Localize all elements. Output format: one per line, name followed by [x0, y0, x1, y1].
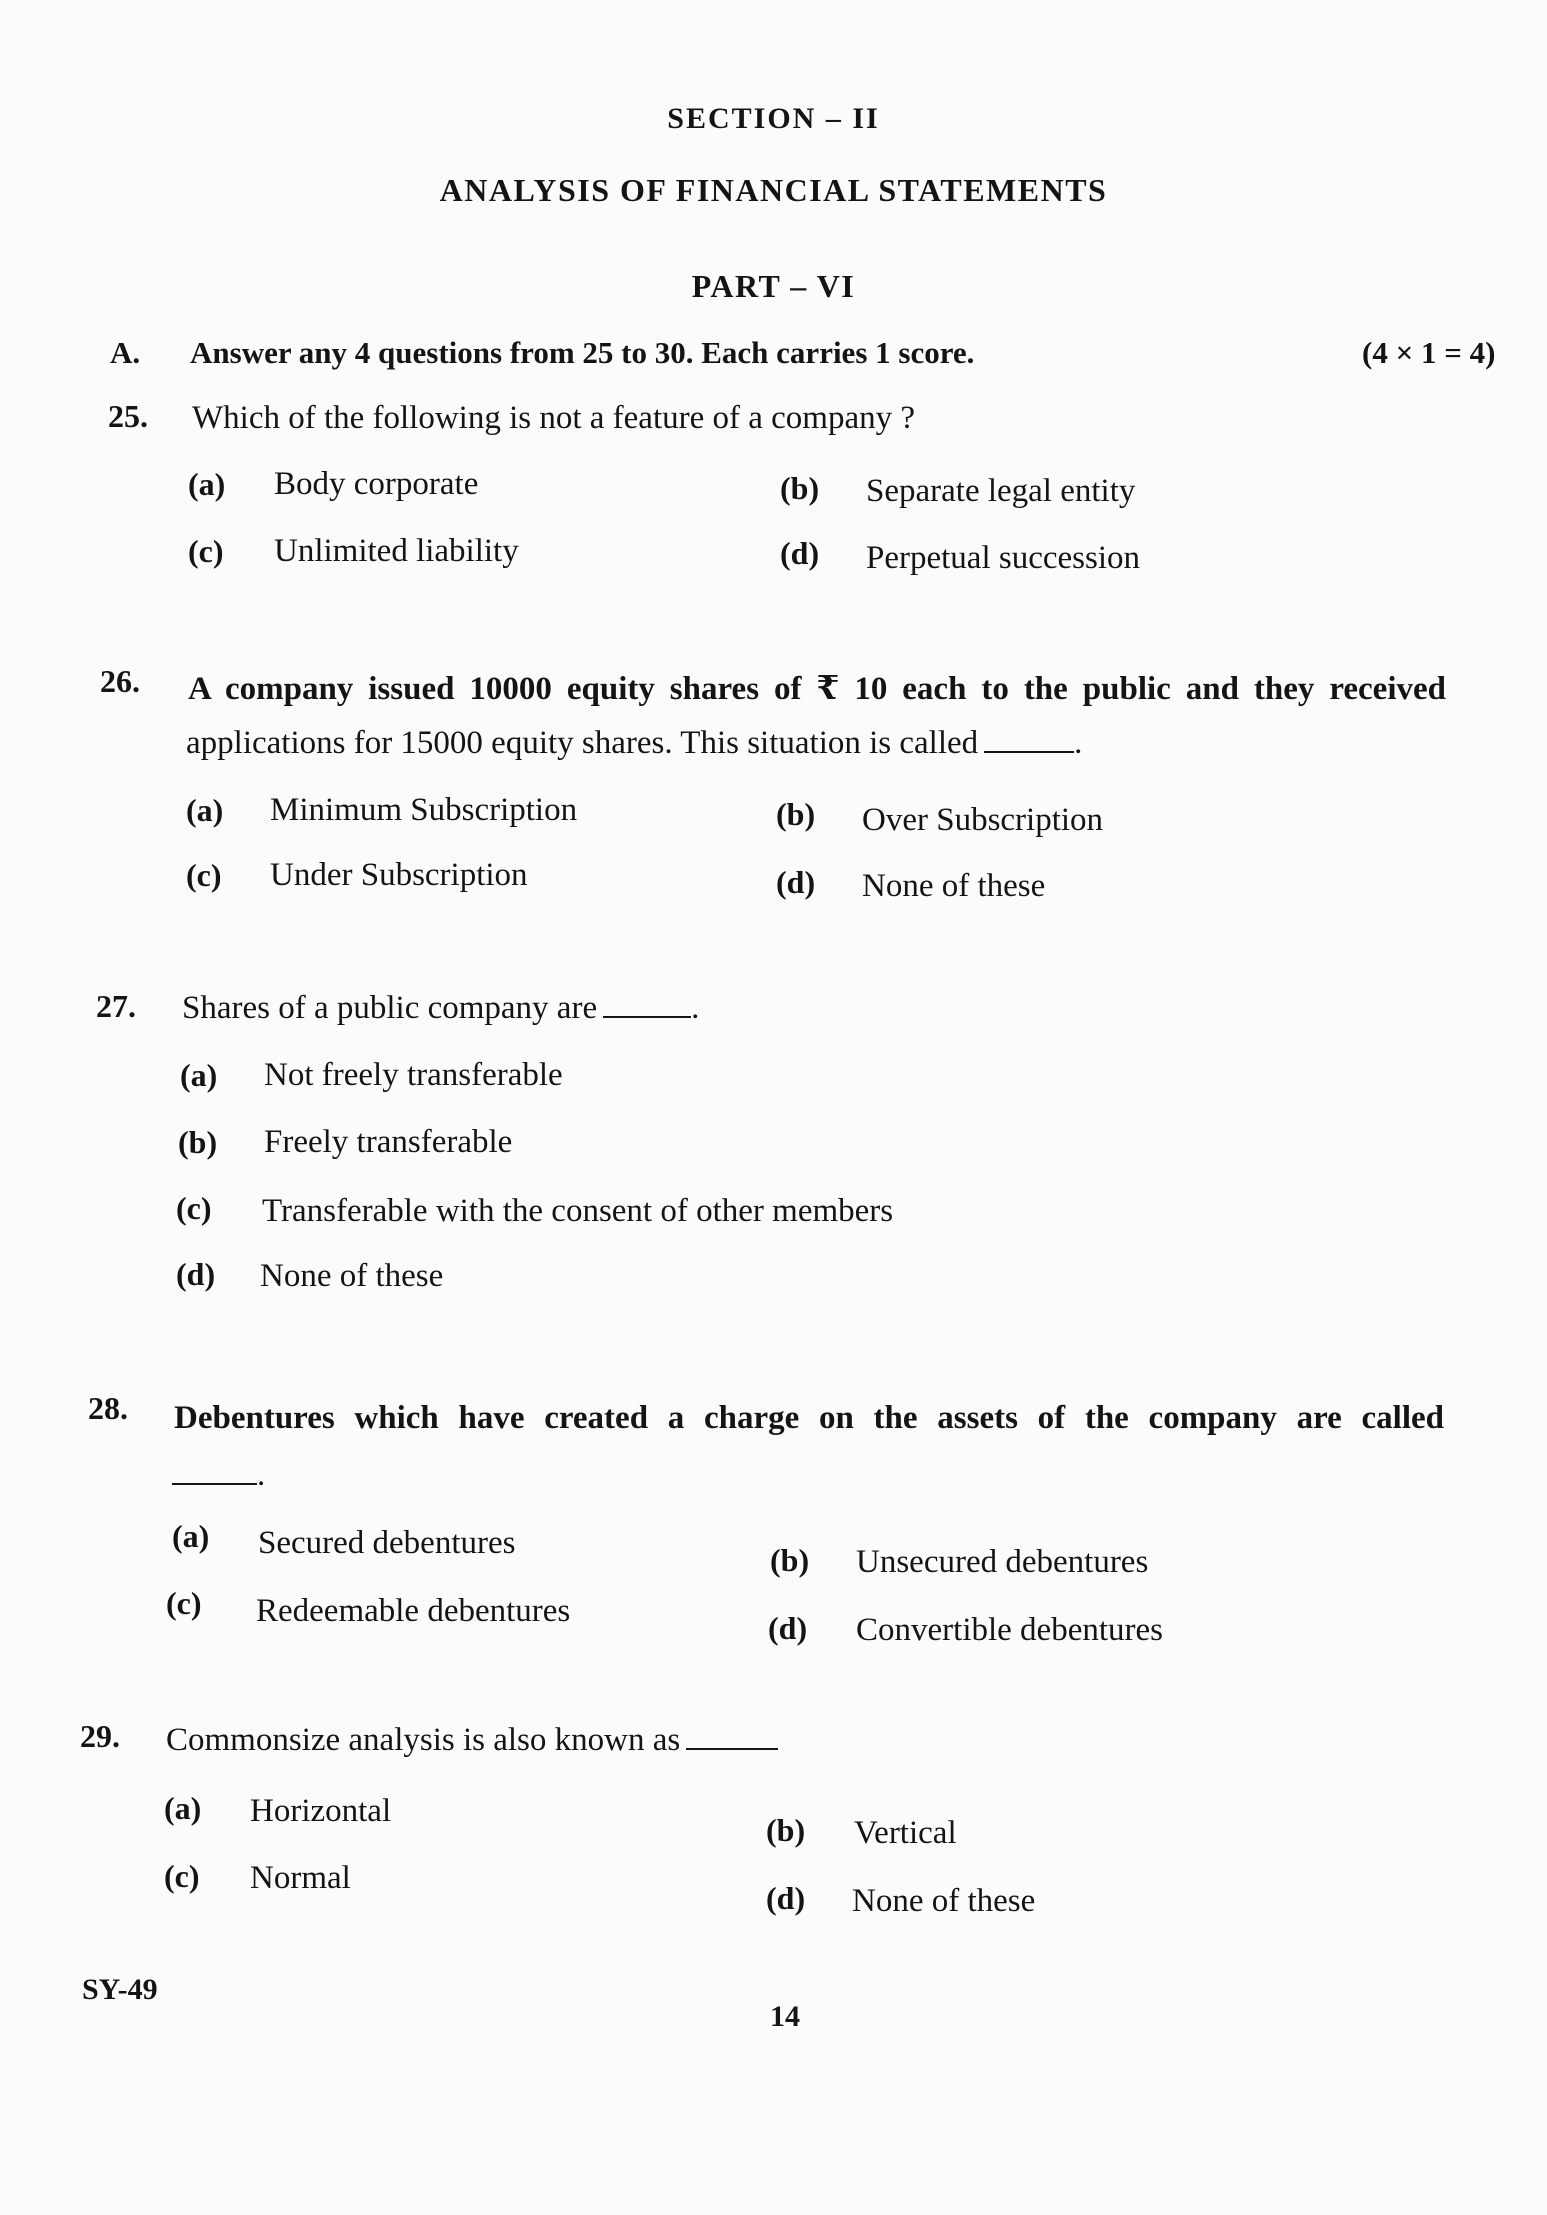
section-title: ANALYSIS OF FINANCIAL STATEMENTS: [439, 172, 1108, 208]
option-label: (d): [766, 1880, 806, 1916]
option-label: (a): [180, 1057, 218, 1093]
answer-blank: [984, 750, 1074, 753]
option-text: Unsecured debentures: [856, 1544, 1149, 1580]
option-text: Separate legal entity: [866, 473, 1136, 509]
option-label: (b): [178, 1124, 218, 1160]
option-label: (c): [186, 857, 222, 893]
option-label: (c): [164, 1858, 200, 1894]
paper-code: SY-49: [82, 1973, 158, 2006]
option-text: Horizontal: [250, 1793, 392, 1829]
option-label: (d): [176, 1256, 216, 1292]
option-text: Perpetual succession: [866, 540, 1141, 576]
option-label: (d): [768, 1610, 808, 1646]
question-number: 29.: [80, 1718, 120, 1754]
answer-blank: [686, 1747, 778, 1750]
option-label: (b): [770, 1542, 810, 1578]
option-text: Unlimited liability: [274, 533, 519, 569]
option-text: Under Subscription: [270, 857, 528, 893]
option-text: Vertical: [854, 1815, 957, 1851]
question-text: Commonsize analysis is also known as: [166, 1722, 681, 1758]
option-text: Secured debentures: [258, 1525, 516, 1561]
answer-blank: [172, 1482, 257, 1485]
option-label: (a): [172, 1518, 210, 1554]
part-heading: PART – VI: [691, 268, 856, 304]
option-text: Transferable with the consent of other members: [262, 1193, 894, 1229]
option-label: (a): [188, 466, 226, 502]
question-text-line-1: A company issued 10000 equity shares of ₹ 10 each to the public and they received: [188, 671, 1446, 707]
answer-blank: [603, 1015, 691, 1018]
option-label: (a): [186, 792, 224, 828]
question-text: Shares of a public company are: [182, 990, 598, 1026]
option-label: (b): [780, 470, 820, 506]
option-text: Convertible debentures: [856, 1612, 1163, 1648]
option-text: None of these: [852, 1883, 1036, 1919]
option-label: (d): [776, 864, 816, 900]
page-number: 14: [770, 2000, 800, 2033]
option-label: (c): [166, 1585, 202, 1621]
question-number: 25.: [108, 398, 148, 434]
question-text: applications for 15000 equity shares. This situation is called: [186, 725, 979, 761]
option-label: (c): [188, 533, 224, 569]
option-label: (d): [780, 535, 820, 571]
option-text: Not freely transferable: [264, 1057, 563, 1093]
question-number: 26.: [100, 663, 140, 699]
option-label: (c): [176, 1190, 212, 1226]
option-text: None of these: [862, 868, 1046, 904]
option-label: (a): [164, 1790, 202, 1826]
section-heading: SECTION – II: [667, 102, 880, 135]
option-text: Redeemable debentures: [256, 1593, 571, 1629]
option-text: Over Subscription: [862, 802, 1104, 838]
question-text-line: [166, 1722, 778, 1759]
instruction-text: Answer any 4 questions from 25 to 30. Each carries 1 score.: [190, 335, 975, 370]
option-text: Body corporate: [274, 466, 479, 502]
question-number: 27.: [96, 988, 136, 1024]
option-label: (b): [766, 1812, 806, 1848]
question-text-line-2: applications for 15000 equity shares. This situation is called .: [186, 725, 1083, 761]
option-text: None of these: [260, 1258, 444, 1294]
instruction-label: A.: [110, 335, 141, 370]
instruction-marks: (4 × 1 = 4): [1362, 335, 1496, 370]
option-text: Freely transferable: [264, 1124, 513, 1160]
question-text-line: Shares of a public company are .: [182, 990, 700, 1026]
question-text-line-2: .: [172, 1457, 265, 1494]
option-text: Normal: [250, 1860, 351, 1896]
question-number: 28.: [88, 1390, 128, 1426]
option-label: (b): [776, 796, 816, 832]
question-text-line-1: Debentures which have created a charge on the assets of the company are called: [174, 1400, 1444, 1436]
option-text: Minimum Subscription: [270, 792, 578, 828]
question-text: Which of the following is not a feature of a company ?: [192, 400, 916, 436]
